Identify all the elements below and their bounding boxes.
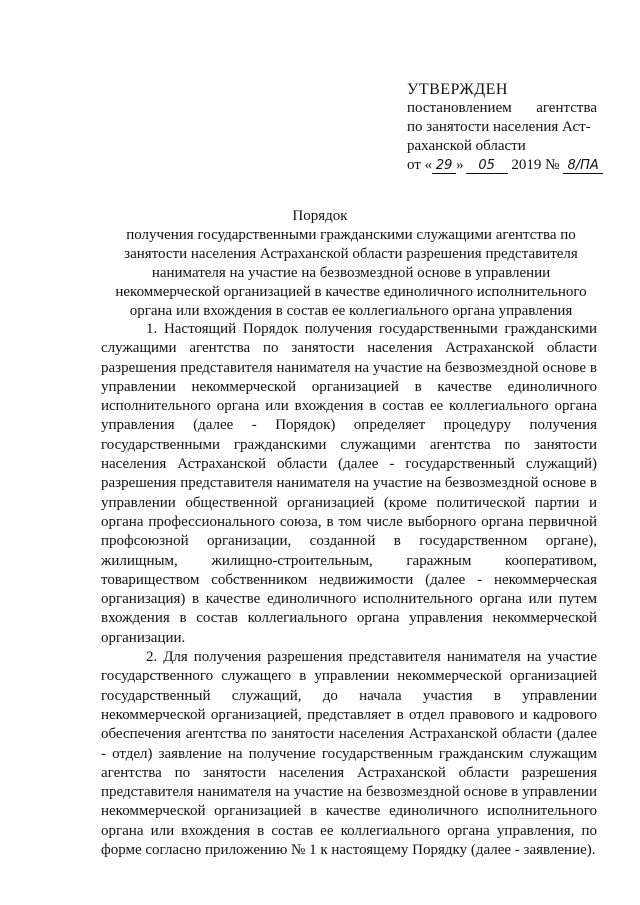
approval-line: постановлением агентства <box>407 100 597 116</box>
document-body <box>101 320 597 860</box>
scan-artifact <box>514 818 574 823</box>
document-title: Порядок <box>292 208 348 224</box>
approval-line: раханской области <box>407 138 526 154</box>
date-day-close: » <box>456 157 464 173</box>
approval-block <box>407 80 597 175</box>
approval-date-line <box>407 156 597 175</box>
approval-line: по занятости населения Аст- <box>407 119 591 135</box>
document-subtitle: получения государственными гражданскими служащими агентства по занятости населения Астраханской области разрешения представителя нанимателя на участие на безвозмездной основе в управлении некоммерческой организацией в качестве единоличного исполнительного органа или вхождения в состав ее коллегиального органа управления <box>115 227 587 319</box>
handwritten-number: 8/ПА <box>563 158 603 174</box>
approval-heading: УТВЕРЖДЕН <box>407 81 508 98</box>
paragraph-1: 1. Настоящий Порядок получения государственными гражданскими служащими агентства по занятости населения Астраханской области разрешения представителя нанимателя на участие на безвозмездной основе в управлении некоммерческой организацией в качестве единоличного исполнительного органа или вхождения в состав ее коллегиального органа управления (далее - Порядок) определяет процедуру получения государственными гражданскими служащими агентства по занятости населения Астраханской области (далее - государственный служащий) разрешения представителя нанимателя на участие на безвозмездной основе в управлении общественной организацией (кроме политической партии и органа профессионального союза, в том числе выборного органа первичной профсоюзной организации, созданной в государственном органе), жилищным, жилищно-строительным, гаражным кооперативом, товариществом собственником недвижимости (далее - некоммерческая организация) в качестве единоличного исполнительного органа или путем вхождения в состав коллегиального органа управления некоммерческой организации. <box>101 321 597 646</box>
handwritten-day: 29 <box>432 158 456 174</box>
paragraph-2: 2. Для получения разрешения представителя нанимателя на участие государственного служащего в управлении некоммерческой организацией государственный служащий, до начала участия в управлении некоммерческой организацией, представляет в отдел правового и кадрового обеспечения агентства по занятости населения Астраханской области (далее - отдел) заявление на получение государственным гражданским служащим агентства по занятости населения Астраханской области разрешения представителя нанимателя на участие на безвозмездной основе в управлении некоммерческой организацией в качестве единоличного исполнительного органа или вхождения в состав ее коллегиального органа управления, по форме согласно приложению № 1 к настоящему Порядку (далее - заявление). <box>101 649 597 859</box>
date-prefix: от « <box>407 157 433 173</box>
date-year: 2019 № <box>511 157 560 173</box>
handwritten-month: 05 <box>466 158 508 174</box>
